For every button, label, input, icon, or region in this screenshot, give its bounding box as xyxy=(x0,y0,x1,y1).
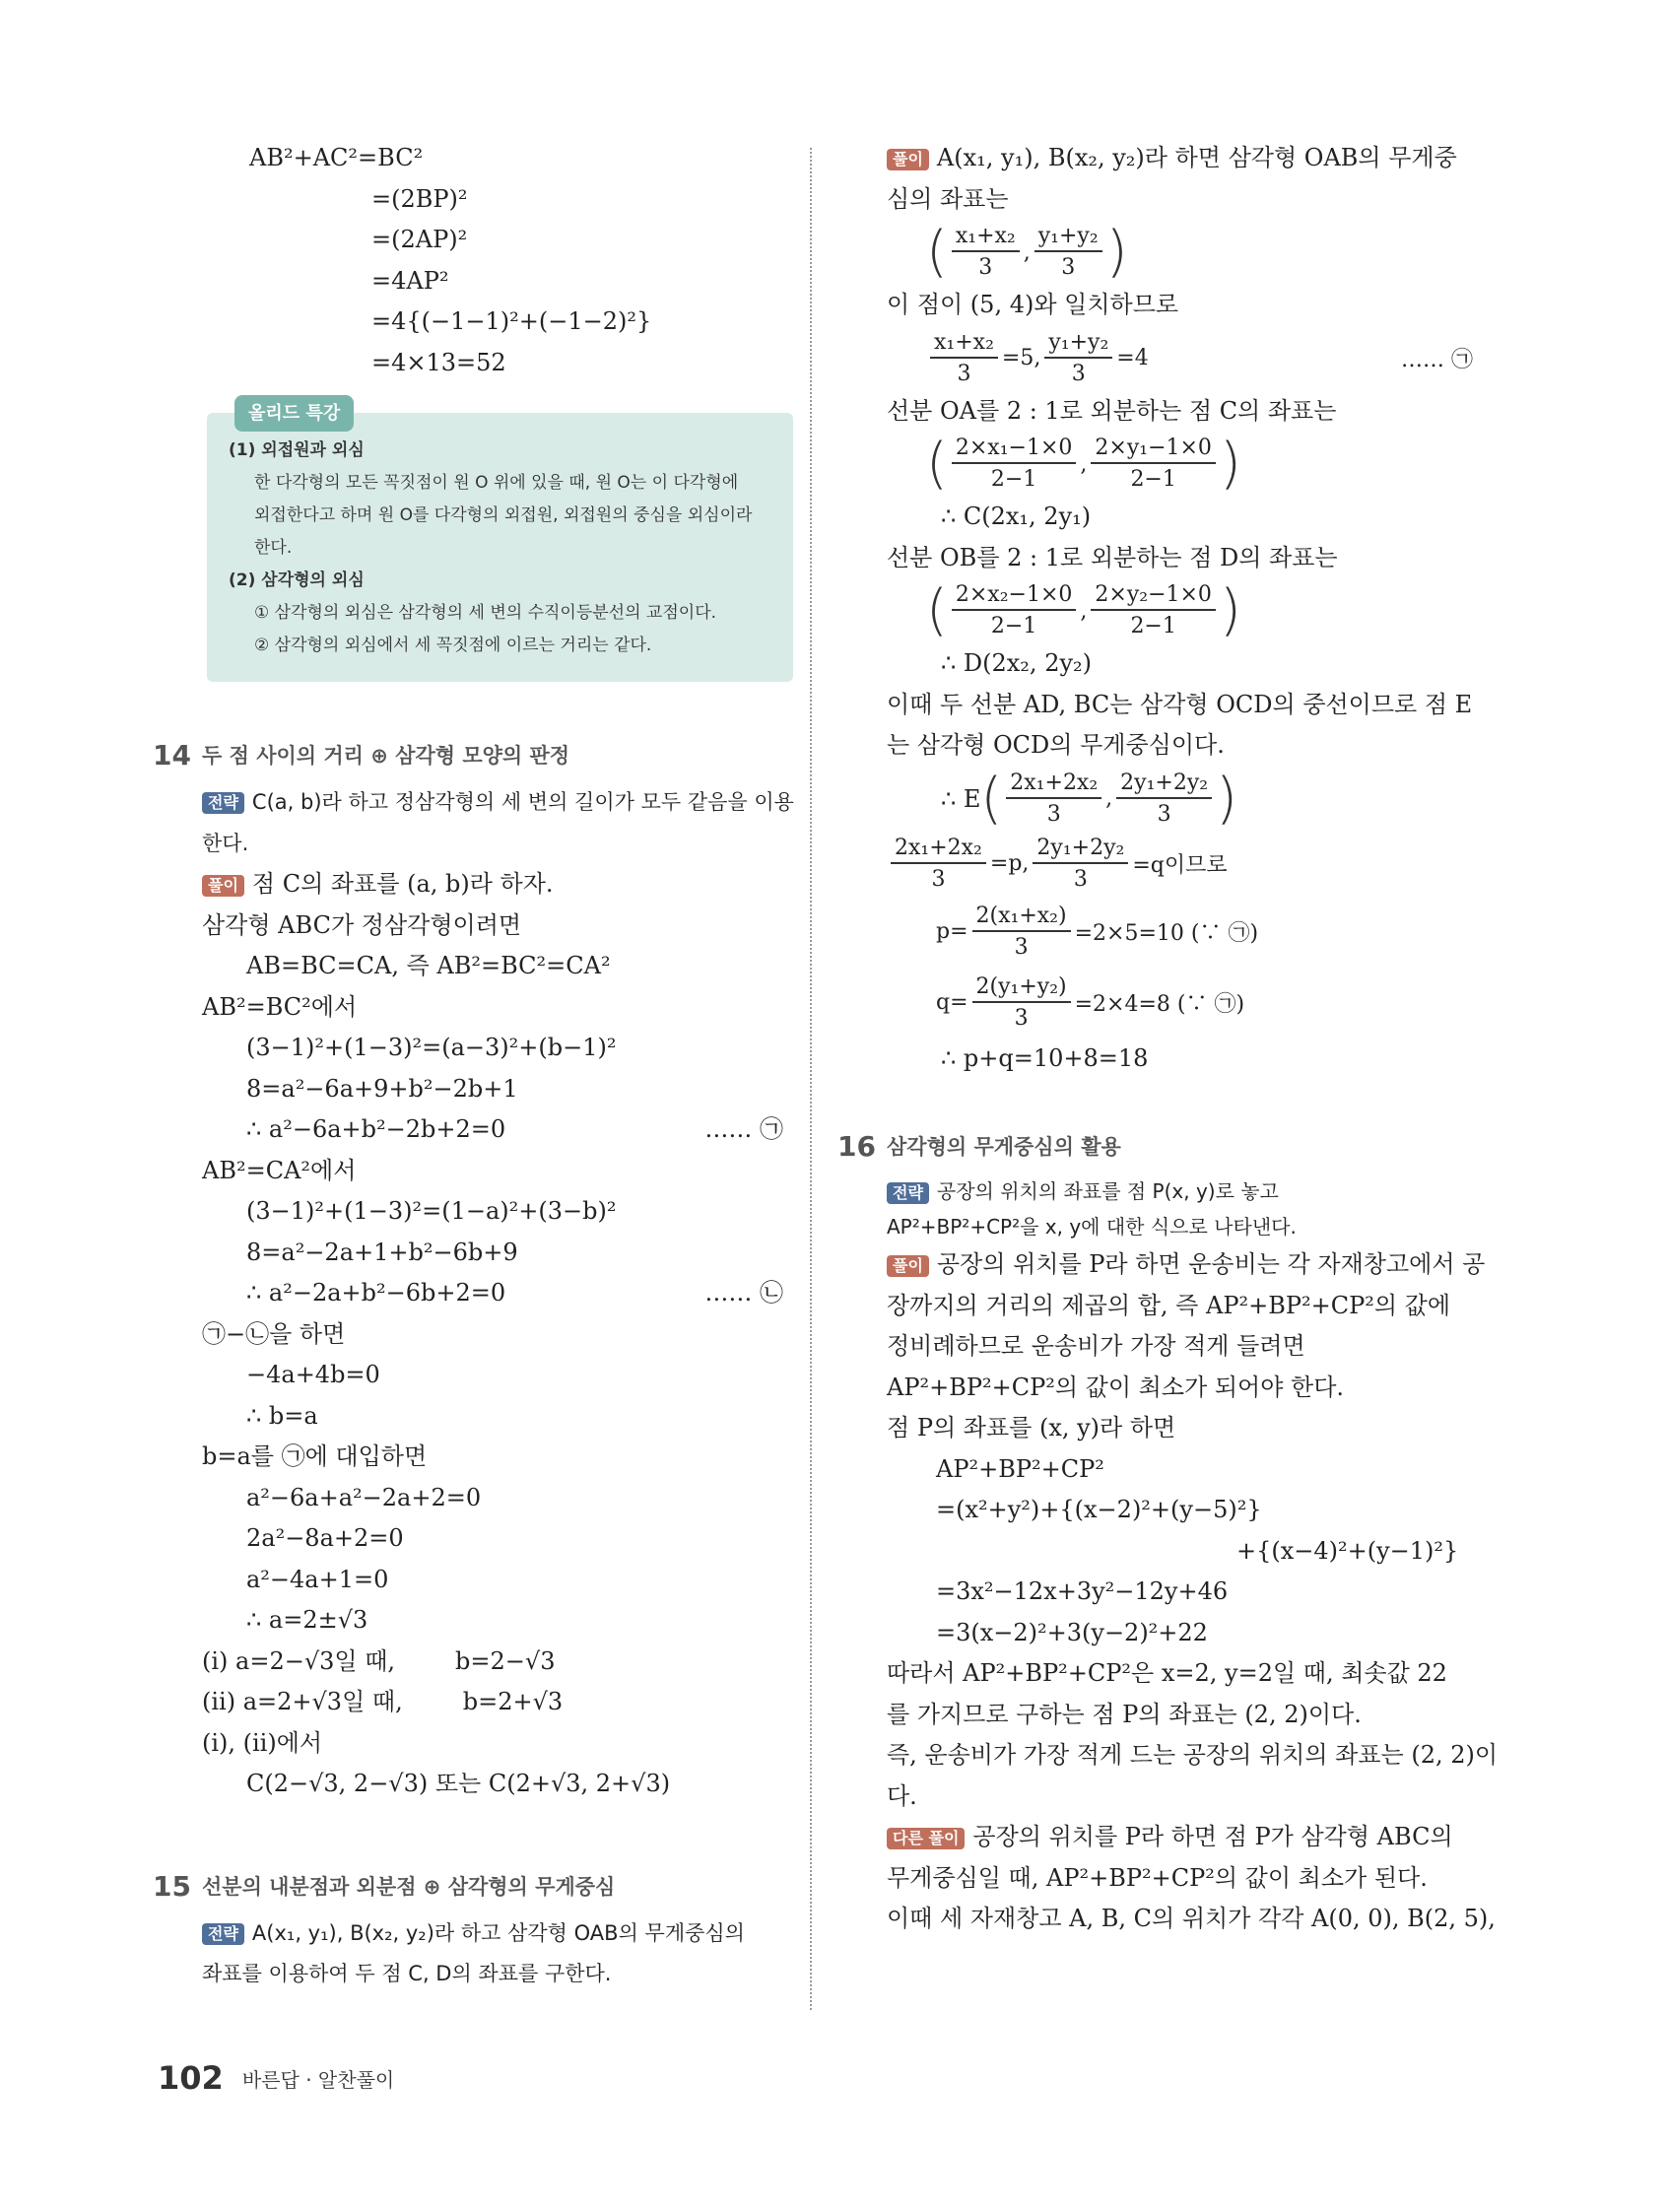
fraction-numerator: 2×y₂−1×0 xyxy=(1091,581,1216,611)
fraction-denominator: 3 xyxy=(1014,1005,1029,1031)
special-lecture-tag: 올리드 특강 xyxy=(234,395,354,432)
fraction xyxy=(972,973,1071,1033)
comma: , xyxy=(1080,451,1088,477)
right-column xyxy=(837,138,1499,1940)
solution-line: =3x²−12x+3y²−12y+46 xyxy=(936,1577,1229,1605)
equation-text: =5, xyxy=(1001,346,1041,370)
equation-marker: …… ㉠ xyxy=(704,1115,783,1143)
strategy-text: C(a, b)라 하고 정삼각형의 세 변의 길이가 모두 같음을 이용 xyxy=(251,790,794,814)
fraction-denominator: 3 xyxy=(1061,255,1076,280)
solution-line: 심의 좌표는 xyxy=(887,184,1009,213)
equation-marker: …… ㉠ xyxy=(1401,348,1473,372)
solution-line: ∴ D(2x₂, 2y₂) xyxy=(941,649,1092,677)
solution-line: +{(x−4)²+(y−1)²} xyxy=(1236,1536,1459,1565)
solution-line: (ⅰ), (ⅱ)에서 xyxy=(202,1728,323,1757)
fraction-numerator: 2×x₁−1×0 xyxy=(952,435,1077,464)
centroid-equation xyxy=(887,326,1473,391)
fraction xyxy=(1044,329,1112,388)
fraction-denominator: 3 xyxy=(931,866,946,892)
fraction xyxy=(952,435,1077,494)
external-division-D xyxy=(887,578,1473,643)
fraction-numerator: y₁+y₂ xyxy=(1034,223,1102,252)
left-column xyxy=(153,138,794,1995)
problem-title: 선분의 내분점과 외분점 ⊕ 삼각형의 무게중심 xyxy=(202,1874,616,1899)
equation-text: =q이므로 xyxy=(1132,853,1228,878)
solution-line: 다. xyxy=(887,1781,917,1810)
problem-title: 두 점 사이의 거리 ⊕ 삼각형 모양의 판정 xyxy=(202,744,570,768)
solution-line: 장까지의 거리의 제곱의 합, 즉 AP²+BP²+CP²의 값에 xyxy=(887,1291,1451,1319)
fraction xyxy=(1091,435,1216,494)
strategy-text: A(x₁, y₁), B(x₂, y₂)라 하고 삼각형 OAB의 무게중심의 xyxy=(251,1920,745,1945)
strategy-badge: 전략 xyxy=(202,792,244,814)
paren-open: ( xyxy=(926,578,948,642)
solution-line: 이때 세 자재창고 A, B, C의 위치가 각각 A(0, 0), B(2, 5), xyxy=(887,1905,1496,1932)
fraction xyxy=(1034,223,1102,282)
solution-line: b=a를 ㉠에 대입하면 xyxy=(202,1442,428,1470)
solution-text: 공장의 위치를 P라 하면 운송비는 각 자재창고에서 공 xyxy=(936,1250,1486,1278)
solution-line: 선분 OB를 2 : 1로 외분하는 점 D의 좌표는 xyxy=(887,543,1338,571)
fraction xyxy=(1116,770,1212,829)
fraction-numerator: 2×y₁−1×0 xyxy=(1091,435,1216,464)
solution-line: C(2−√3, 2−√3) 또는 C(2+√3, 2+√3) xyxy=(246,1770,671,1797)
solution-line: 선분 OA를 2 : 1로 외분하는 점 C의 좌표는 xyxy=(887,396,1337,425)
solution-line: 삼각형 ABC가 정삼각형이려면 xyxy=(202,910,522,939)
paren-close: ) xyxy=(1219,432,1241,496)
special-text: 외접한다고 하며 원 O를 다각형의 외접원, 외접원의 중심을 외심이라 xyxy=(254,505,753,525)
fraction xyxy=(952,223,1020,282)
solution-line: 8=a²−6a+9+b²−2b+1 xyxy=(246,1074,518,1103)
p-value xyxy=(887,897,1473,968)
fraction xyxy=(952,581,1077,640)
page-number: 102 xyxy=(158,2059,224,2097)
alt-solution-badge: 다른 풀이 xyxy=(887,1828,965,1849)
comma: , xyxy=(1105,786,1113,811)
solution-line: 따라서 AP²+BP²+CP²은 x=2, y=2일 때, 최솟값 22 xyxy=(887,1659,1447,1687)
fraction xyxy=(930,329,998,388)
problem-15-heading xyxy=(153,1864,783,1913)
equation-text: =4 xyxy=(1116,346,1149,370)
solution-line: =3(x−2)²+3(y−2)²+22 xyxy=(936,1618,1208,1646)
solution-line: AP²+BP²+CP²의 값이 최소가 되어야 한다. xyxy=(887,1373,1345,1401)
fraction xyxy=(1006,770,1101,829)
solution-text: A(x₁, y₁), B(x₂, y₂)라 하면 삼각형 OAB의 무게중 xyxy=(936,144,1457,171)
external-division-C xyxy=(887,432,1473,497)
strategy-text: 한다. xyxy=(202,831,249,855)
fraction xyxy=(1033,835,1128,894)
solution-text: 공장의 위치를 P라 하면 점 P가 삼각형 ABC의 xyxy=(972,1823,1453,1850)
comma: , xyxy=(1023,239,1031,265)
solution-line: 2a²−8a+2=0 xyxy=(246,1524,404,1552)
special-heading-1: (1) 외접원과 외심 xyxy=(229,440,365,460)
problem-number: 16 xyxy=(837,1130,876,1163)
fraction-numerator: x₁+x₂ xyxy=(930,329,998,359)
solution-line: 점 P의 좌표를 (x, y)라 하면 xyxy=(887,1414,1176,1441)
column-divider xyxy=(810,148,812,2010)
problem-14-heading xyxy=(153,733,783,782)
special-heading-2: (2) 삼각형의 외심 xyxy=(229,570,365,590)
solution-line: AB²=BC²에서 xyxy=(202,992,358,1021)
paren-open: ( xyxy=(980,766,1003,831)
strategy-text: AP²+BP²+CP²을 x, y에 대한 식으로 나타낸다. xyxy=(887,1215,1297,1239)
page-footer xyxy=(158,2059,394,2097)
solution-badge: 풀이 xyxy=(887,149,929,170)
problem-number: 14 xyxy=(153,739,191,771)
solution-badge: 풀이 xyxy=(887,1255,929,1277)
fraction-numerator: 2y₁+2y₂ xyxy=(1033,835,1128,864)
solution-line: ∴ a²−2a+b²−6b+2=0 xyxy=(246,1279,506,1307)
solution-line: ㉠−㉡을 하면 xyxy=(202,1319,346,1348)
fraction-denominator: 3 xyxy=(957,361,971,386)
solution-line: AB=BC=CA, 즉 AB²=BC²=CA² xyxy=(246,952,611,979)
equation-text: p= xyxy=(936,919,968,944)
paren-close: ) xyxy=(1105,220,1128,284)
special-item: ② 삼각형의 외심에서 세 꼭짓점에 이르는 거리는 같다. xyxy=(254,636,652,655)
solution-line: 즉, 운송비가 가장 적게 드는 공장의 위치의 좌표는 (2, 2)이 xyxy=(887,1741,1499,1769)
comma: , xyxy=(1080,598,1088,624)
special-item: ① 삼각형의 외심은 삼각형의 세 변의 수직이등분선의 교점이다. xyxy=(254,603,717,623)
strategy-text: 좌표를 이용하여 두 점 C, D의 좌표를 구한다. xyxy=(202,1962,612,1985)
fraction-denominator: 3 xyxy=(1157,801,1171,827)
solution-line: a²−4a+1=0 xyxy=(246,1565,389,1593)
eq-line: AB²+AC²=BC² xyxy=(249,144,424,171)
solution-line: ∴ a²−6a+b²−2b+2=0 xyxy=(246,1115,506,1143)
solution-line: (3−1)²+(1−3)²=(1−a)²+(3−b)² xyxy=(246,1197,617,1225)
paren-open: ( xyxy=(926,432,948,496)
problem-title: 삼각형의 무게중심의 활용 xyxy=(887,1135,1121,1159)
solution-text: 점 C의 좌표를 (a, b)라 하자. xyxy=(251,870,554,898)
paren-close: ) xyxy=(1219,578,1241,642)
fraction-denominator: 3 xyxy=(1014,934,1029,960)
fraction-denominator: 2−1 xyxy=(990,614,1037,638)
equation-text: q= xyxy=(936,990,968,1015)
fraction-denominator: 3 xyxy=(1071,361,1086,386)
paren-open: ( xyxy=(926,220,948,284)
eq-line: =4×13=52 xyxy=(371,348,506,376)
fraction-denominator: 2−1 xyxy=(1130,614,1176,638)
centroid-formula xyxy=(887,220,1473,285)
equation-marker: …… ㉡ xyxy=(704,1279,783,1307)
special-text: 한 다각형의 모든 꼭짓점이 원 O 위에 있을 때, 원 O는 이 다각형에 xyxy=(254,473,739,493)
solution-line: ∴ C(2x₁, 2y₁) xyxy=(941,503,1092,530)
equation-text: =2×4=8 (∵ ㉠) xyxy=(1074,992,1245,1017)
fraction-numerator: x₁+x₂ xyxy=(952,223,1020,252)
paren-close: ) xyxy=(1216,766,1237,831)
q-value xyxy=(887,968,1473,1039)
problem-16-heading xyxy=(837,1124,1473,1173)
strategy-text: 공장의 위치의 좌표를 점 P(x, y)로 놓고 xyxy=(936,1179,1279,1203)
solution-line: ∴ b=a xyxy=(246,1401,318,1430)
solution-line: −4a+4b=0 xyxy=(246,1361,380,1388)
eq-line: =4AP² xyxy=(371,266,449,295)
fraction-numerator: 2(y₁+y₂) xyxy=(972,973,1071,1003)
solution-line: 이 점이 (5, 4)와 일치하므로 xyxy=(887,291,1179,318)
fraction-numerator: y₁+y₂ xyxy=(1044,329,1112,359)
solution-line: ∴ a=2±√3 xyxy=(246,1606,368,1634)
centroid-E xyxy=(887,767,1473,832)
fraction-denominator: 3 xyxy=(978,255,993,280)
solution-line: 는 삼각형 OCD의 무게중심이다. xyxy=(887,731,1225,759)
special-text: 한다. xyxy=(254,538,293,558)
solution-badge: 풀이 xyxy=(202,875,244,897)
solution-line: 정비례하므로 운송비가 가장 적게 들려면 xyxy=(887,1332,1305,1360)
fraction-denominator: 2−1 xyxy=(1130,467,1176,492)
solution-line: ∴ p+q=10+8=18 xyxy=(941,1043,1149,1072)
problem-number: 15 xyxy=(153,1869,191,1903)
eq-line: =4{(−1−1)²+(−1−2)²} xyxy=(371,307,652,335)
pq-definition xyxy=(887,832,1473,897)
fraction-denominator: 3 xyxy=(1046,801,1061,827)
fraction-denominator: 2−1 xyxy=(990,467,1037,492)
equation-text: =p, xyxy=(989,851,1030,876)
strategy-badge: 전략 xyxy=(887,1182,929,1204)
fraction-numerator: 2(x₁+x₂) xyxy=(972,903,1071,932)
fraction xyxy=(1091,581,1216,640)
equation-text: ∴ E xyxy=(941,784,981,813)
solution-line: (3−1)²+(1−3)²=(a−3)²+(b−1)² xyxy=(246,1034,617,1061)
fraction-numerator: 2x₁+2x₂ xyxy=(891,835,986,864)
solution-line: 8=a²−2a+1+b²−6b+9 xyxy=(246,1238,518,1266)
solution-line: (ⅱ) a=2+√3일 때, b=2+√3 xyxy=(202,1688,564,1715)
solution-line: 를 가지므로 구하는 점 P의 좌표는 (2, 2)이다. xyxy=(887,1700,1362,1728)
footer-label: 바른답 · 알찬풀이 xyxy=(241,2067,395,2092)
solution-line: 무게중심일 때, AP²+BP²+CP²의 값이 최소가 된다. xyxy=(887,1863,1428,1892)
fraction xyxy=(972,903,1071,962)
fraction-numerator: 2×x₂−1×0 xyxy=(952,581,1077,611)
fraction-numerator: 2x₁+2x₂ xyxy=(1006,770,1101,799)
solution-line: (ⅰ) a=2−√3일 때, b=2−√3 xyxy=(202,1646,556,1675)
solution-line: AP²+BP²+CP² xyxy=(936,1454,1104,1483)
solution-line: AB²=CA²에서 xyxy=(202,1156,357,1184)
fraction-denominator: 3 xyxy=(1073,866,1088,892)
solution-line: =(x²+y²)+{(x−2)²+(y−5)²} xyxy=(936,1496,1262,1523)
special-lecture-box xyxy=(207,403,793,682)
fraction-numerator: 2y₁+2y₂ xyxy=(1116,770,1212,799)
eq-line: =(2AP)² xyxy=(371,226,468,253)
strategy-badge: 전략 xyxy=(202,1923,244,1945)
eq-line: =(2BP)² xyxy=(371,184,468,213)
solution-line: 이때 두 선분 AD, BC는 삼각형 OCD의 중선이므로 점 E xyxy=(887,690,1473,718)
fraction xyxy=(891,835,986,894)
equation-text: =2×5=10 (∵ ㉠) xyxy=(1074,921,1259,946)
solution-line: a²−6a+a²−2a+2=0 xyxy=(246,1483,482,1511)
